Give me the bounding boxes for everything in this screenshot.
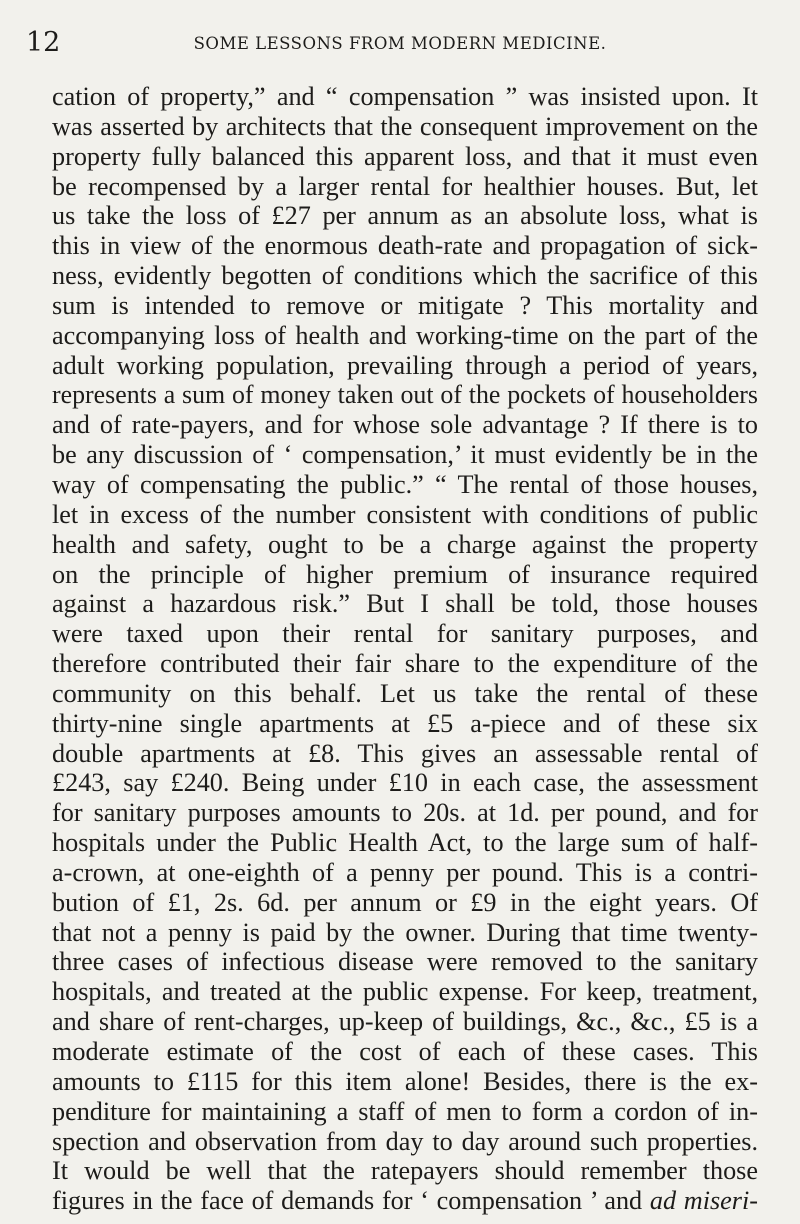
text-line: property fully balanced this apparent loss, and that it must even	[52, 141, 758, 171]
page-number: 12	[26, 27, 61, 58]
text-line: accompanying loss of health and working-time on the part of the	[52, 320, 758, 350]
text-line: health and safety, ought to be a charge against the property	[52, 529, 758, 559]
text-line: ness, evidently begotten of conditions which the sacrifice of this	[52, 261, 758, 291]
text-line: way of compensating the public.” “ The rental of those houses,	[52, 469, 758, 499]
text-line	[52, 1186, 758, 1216]
text-line: let in excess of the number consistent with conditions of public	[52, 499, 758, 529]
text-line: was asserted by architects that the consequent improvement on the	[52, 111, 758, 141]
page-header	[26, 28, 746, 58]
text-line: that not a penny is paid by the owner. During that time twenty-	[52, 917, 758, 947]
text-line: us take the loss of £27 per annum as an absolute loss, what is	[52, 201, 758, 231]
text-line: moderate estimate of the cost of each of these cases. This	[52, 1037, 758, 1066]
text-line: represents a sum of money taken out of the pockets of householders	[52, 380, 758, 410]
text-line: community on this behalf. Let us take the rental of these	[52, 678, 758, 708]
latin-phrase: ad miseri-	[649, 1186, 758, 1216]
text-line: It would be well that the ratepayers should remember those	[52, 1156, 758, 1186]
text-line: penditure for maintaining a staff of men to form a cordon of in-	[52, 1096, 758, 1126]
text-line: for sanitary purposes amounts to 20s. at 1d. per pound, and for	[52, 798, 758, 828]
text-line: were taxed upon their rental for sanitary purposes, and	[52, 619, 758, 649]
text-line: and share of rent-charges, up-keep of buildings, &c., &c., £5 is a	[52, 1007, 758, 1037]
text-line: thirty-nine single apartments at £5 a-piece and of these six	[52, 708, 758, 738]
text-line: amounts to £115 for this item alone! Besides, there is the ex-	[52, 1066, 758, 1096]
text-line: double apartments at £8. This gives an assessable rental of	[52, 738, 758, 768]
text-line: on the principle of higher premium of insurance required	[52, 559, 758, 589]
text-line: adult working population, prevailing through a period of years,	[52, 350, 758, 380]
running-title: SOME LESSONS FROM MODERN MEDICINE.	[193, 34, 607, 53]
text-line: bution of £1, 2s. 6d. per annum or £9 in the eight years. Of	[52, 887, 758, 917]
body-text	[52, 82, 758, 1216]
text-line: be any discussion of ‘ compensation,’ it must evidently be in the	[52, 440, 758, 470]
text-line: three cases of infectious disease were removed to the sanitary	[52, 947, 758, 977]
text-line: spection and observation from day to day around such properties.	[52, 1126, 758, 1156]
text-line: sum is intended to remove or mitigate ? This mortality and	[52, 290, 758, 320]
text-line: hospitals under the Public Health Act, to the large sum of half-	[52, 828, 758, 858]
text-line: a-crown, at one-eighth of a penny per pound. This is a contri-	[52, 857, 758, 887]
text-line: be recompensed by a larger rental for healthier houses. But, let	[52, 171, 758, 201]
text-line: and of rate-payers, and for whose sole advantage ? If there is to	[52, 410, 758, 440]
text-line: this in view of the enormous death-rate and propagation of sick-	[52, 231, 758, 261]
text-line: £243, say £240. Being under £10 in each case, the assessment	[52, 768, 758, 798]
text-line: cation of property,” and “ compensation ” was insisted upon. It	[52, 82, 758, 111]
text-line: hospitals, and treated at the public expense. For keep, treatment,	[52, 977, 758, 1007]
text-line: against a hazardous risk.” But I shall be told, those houses	[52, 589, 758, 619]
text-line: therefore contributed their fair share to the expenditure of the	[52, 649, 758, 679]
text-run: figures in the face of demands for ‘ compensation ’ and	[52, 1186, 650, 1216]
